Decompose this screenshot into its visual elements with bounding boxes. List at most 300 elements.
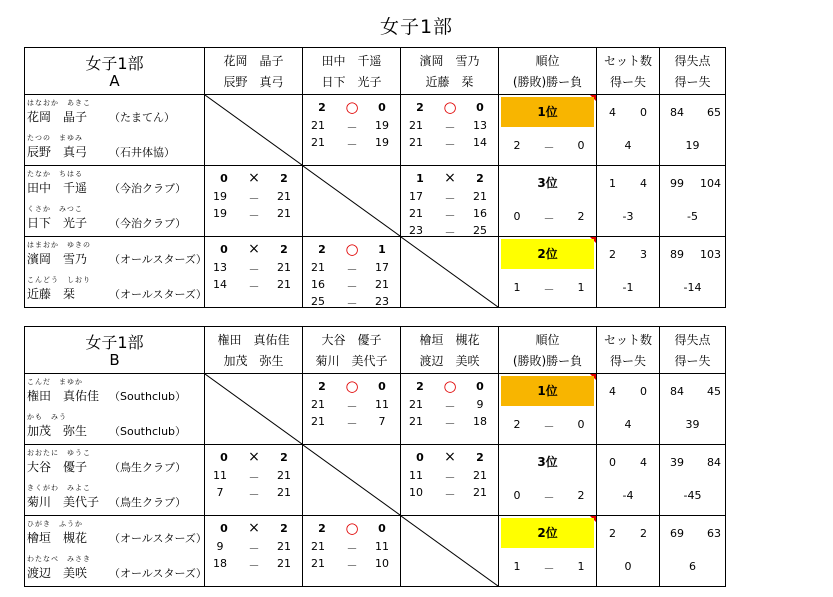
opponent-header xyxy=(401,327,499,374)
self-match-cell xyxy=(401,516,499,587)
group-name-cell xyxy=(25,48,205,95)
player2-reading: かも みう xyxy=(27,413,67,421)
set-score-for: 11 xyxy=(213,469,227,482)
set-header-line1: セット数 xyxy=(603,333,652,347)
points-for: 84 xyxy=(670,385,684,398)
rank-cell xyxy=(499,445,597,516)
match-losses: 0 xyxy=(476,101,484,114)
team-row xyxy=(25,516,726,587)
set-score xyxy=(303,295,400,309)
points-against: 103 xyxy=(700,248,721,261)
set-dash: － xyxy=(444,226,456,239)
sets-lost: 0 xyxy=(640,106,647,119)
set-score-for: 21 xyxy=(311,261,325,274)
set-score xyxy=(205,540,302,554)
match-wins: 2 xyxy=(318,380,326,393)
set-score-for: 17 xyxy=(409,190,423,203)
opponent-header-player1: 大谷 優子 xyxy=(321,333,382,347)
player1-club: （今治クラブ） xyxy=(109,182,187,195)
team-row xyxy=(25,95,726,166)
player1-name: 濱岡 雪乃 xyxy=(27,252,88,266)
points-cell xyxy=(660,237,726,308)
sets-cell xyxy=(597,95,660,166)
player2-reading: きくがわ みよこ xyxy=(27,484,91,492)
points-diff: -14 xyxy=(683,281,702,294)
set-score-for: 11 xyxy=(409,469,423,482)
set-score-for: 25 xyxy=(311,295,325,308)
self-match-cell xyxy=(303,445,401,516)
match-wins: 0 xyxy=(416,451,424,464)
match-cell xyxy=(205,445,303,516)
set-score-against: 21 xyxy=(473,190,487,203)
diagonal-line xyxy=(205,95,302,165)
set-score-against: 19 xyxy=(375,119,389,132)
sets-won: 2 xyxy=(609,527,616,540)
opponent-header xyxy=(303,48,401,95)
match-wins: 0 xyxy=(220,522,228,535)
match-wins: 2 xyxy=(318,522,326,535)
match-cell xyxy=(401,95,499,166)
rank-cell xyxy=(499,374,597,445)
match-result xyxy=(205,522,302,536)
set-score-for: 21 xyxy=(311,557,325,570)
set-score-against: 21 xyxy=(277,557,291,570)
set-score-for: 14 xyxy=(213,278,227,291)
set-score-against: 16 xyxy=(473,207,487,220)
set-dash: － xyxy=(248,471,260,484)
set-score xyxy=(303,398,400,412)
match-wins: 0 xyxy=(220,451,228,464)
player2-name: 近藤 栞 xyxy=(27,287,76,301)
points-cell xyxy=(660,516,726,587)
match-losses: 2 xyxy=(476,172,484,185)
sets-diff: 4 xyxy=(624,418,632,431)
team-cell xyxy=(25,166,205,237)
match-result xyxy=(401,172,498,186)
set-score-against: 21 xyxy=(277,278,291,291)
set-score-for: 16 xyxy=(311,278,325,291)
opponent-header-player2: 渡辺 美咲 xyxy=(419,354,480,368)
self-match-cell xyxy=(303,166,401,237)
opponent-header-player1: 濱岡 雪乃 xyxy=(419,54,480,68)
player2-reading: わたなべ みさき xyxy=(27,555,91,563)
match-cell xyxy=(205,516,303,587)
set-dash: － xyxy=(346,138,358,151)
sets-lost: 3 xyxy=(640,248,647,261)
set-score xyxy=(205,207,302,221)
set-dash: － xyxy=(346,559,358,572)
opponent-header-player1: 檜垣 槻花 xyxy=(419,333,480,347)
match-result xyxy=(303,240,400,258)
sets-diff: 0 xyxy=(624,560,632,573)
point-header-line2: 得ー失 xyxy=(674,75,711,89)
set-score xyxy=(401,398,498,412)
set-dash: － xyxy=(346,297,358,310)
rank-header xyxy=(499,327,597,374)
win-count: 1 xyxy=(513,281,521,294)
set-score-for: 21 xyxy=(409,119,423,132)
set-dash: － xyxy=(346,400,358,413)
self-match-cell xyxy=(205,95,303,166)
team-row xyxy=(25,166,726,237)
set-score-for: 13 xyxy=(213,261,227,274)
player2-club: （今治クラブ） xyxy=(109,217,187,230)
set-score-against: 21 xyxy=(277,540,291,553)
points-for: 84 xyxy=(670,106,684,119)
set-score xyxy=(205,557,302,571)
match-losses: 2 xyxy=(280,522,288,535)
match-result xyxy=(205,243,302,257)
points-for: 89 xyxy=(670,248,684,261)
loss-count: 0 xyxy=(577,418,585,431)
sets-won: 0 xyxy=(609,456,616,469)
set-header xyxy=(597,327,660,374)
set-score xyxy=(205,190,302,204)
sets-diff: -1 xyxy=(622,281,634,294)
sets-cell xyxy=(597,166,660,237)
win-count: 2 xyxy=(513,139,521,152)
set-dash: － xyxy=(346,542,358,555)
set-score-for: 21 xyxy=(311,119,325,132)
points-for: 99 xyxy=(670,177,684,190)
rank-cell xyxy=(499,95,597,166)
match-cell xyxy=(401,374,499,445)
set-dash: － xyxy=(346,121,358,134)
match-cell xyxy=(303,516,401,587)
player2-name: 加茂 弥生 xyxy=(27,424,88,438)
win-loss-dash: － xyxy=(543,212,555,225)
team-row xyxy=(25,445,726,516)
player1-reading: たなか ちはる xyxy=(27,170,83,178)
set-score-for: 7 xyxy=(216,486,224,499)
rank-badge: 2位 xyxy=(501,239,594,269)
set-dash: － xyxy=(248,559,260,572)
diagonal-line xyxy=(401,237,498,307)
match-result xyxy=(303,519,400,537)
rank-header-line1: 順位 xyxy=(535,333,560,347)
match-wins: 0 xyxy=(220,243,228,256)
win-loss-dash: － xyxy=(543,491,555,504)
sets-lost: 4 xyxy=(640,456,647,469)
set-header-line2: 得ー失 xyxy=(609,75,646,89)
player2-club: （石井体協） xyxy=(109,146,175,159)
set-score-for: 19 xyxy=(213,207,227,220)
player2-name: 日下 光子 xyxy=(27,216,88,230)
match-losses: 0 xyxy=(378,522,386,535)
sets-lost: 2 xyxy=(640,527,647,540)
set-header-line2: 得ー失 xyxy=(609,354,646,368)
set-dash: － xyxy=(248,192,260,205)
group-letter: B xyxy=(109,351,120,369)
match-result xyxy=(303,98,400,116)
match-losses: 0 xyxy=(378,380,386,393)
opponent-header xyxy=(401,48,499,95)
set-dash: － xyxy=(444,209,456,222)
sets-lost: 4 xyxy=(640,177,647,190)
opponent-header-player1: 権田 真佑佳 xyxy=(217,333,290,347)
team-row xyxy=(25,237,726,308)
point-header-line2: 得ー失 xyxy=(674,354,711,368)
player1-club: （たまてん） xyxy=(109,111,175,124)
match-cell xyxy=(303,237,401,308)
rank-badge: 2位 xyxy=(501,518,594,548)
set-score-for: 18 xyxy=(213,557,227,570)
set-dash: － xyxy=(248,542,260,555)
set-score xyxy=(401,190,498,204)
opponent-header-player1: 田中 千遥 xyxy=(321,54,382,68)
opponent-header-player2: 近藤 栞 xyxy=(425,75,474,89)
sets-won: 2 xyxy=(609,248,616,261)
match-losses: 0 xyxy=(476,380,484,393)
set-score-against: 14 xyxy=(473,136,487,149)
win-count: 1 xyxy=(513,560,521,573)
opponent-header xyxy=(205,327,303,374)
set-score-for: 21 xyxy=(311,398,325,411)
set-score-against: 19 xyxy=(375,136,389,149)
set-score-for: 21 xyxy=(311,540,325,553)
rank-header xyxy=(499,48,597,95)
match-cell xyxy=(303,374,401,445)
match-losses: 1 xyxy=(378,243,386,256)
set-score-for: 21 xyxy=(311,415,325,428)
self-match-cell xyxy=(205,374,303,445)
set-dash: － xyxy=(444,400,456,413)
win-circle-icon: ○ xyxy=(345,240,359,258)
sets-cell xyxy=(597,516,660,587)
player2-club: （オールスターズ） xyxy=(109,567,207,580)
set-score-for: 21 xyxy=(311,136,325,149)
set-score xyxy=(303,540,400,554)
player2-name: 渡辺 美咲 xyxy=(27,566,88,580)
set-score-against: 7 xyxy=(378,415,386,428)
rank-header-line2: (勝敗)勝ー負 xyxy=(512,75,583,89)
win-count: 0 xyxy=(513,489,521,502)
player2-reading: たつの まゆみ xyxy=(27,134,83,142)
set-score-against: 11 xyxy=(375,540,389,553)
set-dash: － xyxy=(346,263,358,276)
set-dash: － xyxy=(248,263,260,276)
win-circle-icon: ○ xyxy=(443,377,457,395)
set-score-for: 21 xyxy=(409,136,423,149)
team-cell xyxy=(25,237,205,308)
diagonal-line xyxy=(401,516,498,586)
player1-club: （鳥生クラブ） xyxy=(109,461,187,474)
player1-reading: はまおか ゆきの xyxy=(27,241,91,249)
set-score xyxy=(303,278,400,292)
rank-badge: 1位 xyxy=(501,376,594,406)
match-result xyxy=(303,377,400,395)
player1-club: （Southclub） xyxy=(109,390,187,403)
points-against: 65 xyxy=(707,106,721,119)
set-score-for: 21 xyxy=(409,398,423,411)
set-dash: － xyxy=(248,209,260,222)
group-b-table xyxy=(24,326,721,587)
set-score xyxy=(401,415,498,429)
team-cell xyxy=(25,516,205,587)
self-match-cell xyxy=(401,237,499,308)
set-score-against: 17 xyxy=(375,261,389,274)
match-losses: 2 xyxy=(280,172,288,185)
player2-reading: くさか みつこ xyxy=(27,205,83,213)
set-score-against: 21 xyxy=(473,469,487,482)
set-dash: － xyxy=(248,280,260,293)
match-result xyxy=(401,98,498,116)
opponent-header xyxy=(303,327,401,374)
set-score-against: 21 xyxy=(277,261,291,274)
point-header xyxy=(660,327,726,374)
player1-reading: おおたに ゆうこ xyxy=(27,449,91,457)
points-cell xyxy=(660,95,726,166)
match-losses: 0 xyxy=(378,101,386,114)
points-cell xyxy=(660,445,726,516)
sets-won: 4 xyxy=(609,385,616,398)
player2-club: （オールスターズ） xyxy=(109,288,207,301)
set-score-against: 10 xyxy=(375,557,389,570)
set-score xyxy=(303,136,400,150)
win-loss-dash: － xyxy=(543,141,555,154)
match-wins: 2 xyxy=(416,101,424,114)
win-count: 2 xyxy=(513,418,521,431)
set-dash: － xyxy=(444,192,456,205)
set-score xyxy=(401,469,498,483)
loss-cross-icon: × xyxy=(248,520,260,536)
sets-cell xyxy=(597,374,660,445)
group-letter: A xyxy=(109,72,120,90)
set-score-against: 21 xyxy=(277,469,291,482)
set-score-for: 10 xyxy=(409,486,423,499)
player2-club: （Southclub） xyxy=(109,425,187,438)
set-score xyxy=(303,261,400,275)
match-cell xyxy=(303,95,401,166)
player2-club: （鳥生クラブ） xyxy=(109,496,187,509)
set-score xyxy=(205,469,302,483)
player1-name: 大谷 優子 xyxy=(27,460,88,474)
diagonal-line xyxy=(303,166,400,236)
match-wins: 2 xyxy=(318,101,326,114)
set-dash: － xyxy=(444,471,456,484)
team-cell xyxy=(25,445,205,516)
set-score xyxy=(303,415,400,429)
player1-reading: こんだ まゆか xyxy=(27,378,83,386)
points-cell xyxy=(660,166,726,237)
match-wins: 0 xyxy=(220,172,228,185)
opponent-header-player2: 日下 光子 xyxy=(321,75,382,89)
loss-cross-icon: × xyxy=(444,170,456,186)
set-dash: － xyxy=(444,138,456,151)
rank-cell xyxy=(499,237,597,308)
diagonal-line xyxy=(303,445,400,515)
opponent-header xyxy=(205,48,303,95)
win-circle-icon: ○ xyxy=(345,98,359,116)
player2-name: 菊川 美代子 xyxy=(27,495,100,509)
player1-club: （オールスターズ） xyxy=(109,253,207,266)
set-score-against: 25 xyxy=(473,224,487,237)
team-cell xyxy=(25,95,205,166)
points-against: 45 xyxy=(707,385,721,398)
sets-cell xyxy=(597,445,660,516)
points-cell xyxy=(660,374,726,445)
rank-badge: 1位 xyxy=(501,97,594,127)
opponent-header-player1: 花岡 晶子 xyxy=(223,54,284,68)
sets-won: 4 xyxy=(609,106,616,119)
set-score-against: 21 xyxy=(375,278,389,291)
opponent-header-player2: 菊川 美代子 xyxy=(315,354,388,368)
loss-count: 2 xyxy=(577,489,585,502)
win-loss-dash: － xyxy=(543,420,555,433)
group-name-cell xyxy=(25,327,205,374)
match-cell xyxy=(401,445,499,516)
match-result xyxy=(401,451,498,465)
set-score xyxy=(205,278,302,292)
loss-count: 2 xyxy=(577,210,585,223)
set-score xyxy=(303,119,400,133)
point-header-line1: 得失点 xyxy=(674,54,711,68)
set-score xyxy=(401,486,498,500)
player2-reading: こんどう しおり xyxy=(27,276,91,284)
sets-diff: -4 xyxy=(622,489,634,502)
set-score-against: 18 xyxy=(473,415,487,428)
set-score-for: 23 xyxy=(409,224,423,237)
set-score-against: 9 xyxy=(476,398,484,411)
set-header-line1: セット数 xyxy=(603,54,652,68)
opponent-header-player2: 辰野 真弓 xyxy=(223,75,284,89)
rank-badge: 3位 xyxy=(537,176,558,190)
group-name: 女子1部 xyxy=(85,54,144,73)
set-score-against: 21 xyxy=(277,190,291,203)
player2-name: 辰野 真弓 xyxy=(27,145,88,159)
sets-won: 1 xyxy=(609,177,616,190)
match-wins: 2 xyxy=(416,380,424,393)
set-score-against: 23 xyxy=(375,295,389,308)
match-cell xyxy=(401,166,499,237)
set-score-against: 21 xyxy=(277,486,291,499)
loss-cross-icon: × xyxy=(444,449,456,465)
win-circle-icon: ○ xyxy=(345,377,359,395)
win-loss-dash: － xyxy=(543,562,555,575)
set-dash: － xyxy=(248,488,260,501)
player1-reading: ひがき ふうか xyxy=(27,520,83,528)
match-cell xyxy=(205,237,303,308)
points-against: 63 xyxy=(707,527,721,540)
match-wins: 2 xyxy=(318,243,326,256)
page-title: 女子1部 xyxy=(379,16,454,38)
points-against: 104 xyxy=(700,177,721,190)
rank-header-line2: (勝敗)勝ー負 xyxy=(512,354,583,368)
points-diff: -45 xyxy=(683,489,702,502)
player1-name: 権田 真佑佳 xyxy=(27,389,100,403)
rank-badge: 3位 xyxy=(537,455,558,469)
point-header xyxy=(660,48,726,95)
set-dash: － xyxy=(444,121,456,134)
set-dash: － xyxy=(444,417,456,430)
loss-cross-icon: × xyxy=(248,170,260,186)
points-diff: 19 xyxy=(685,139,700,152)
points-against: 84 xyxy=(707,456,721,469)
loss-count: 1 xyxy=(577,281,585,294)
team-cell xyxy=(25,374,205,445)
match-losses: 2 xyxy=(280,243,288,256)
player1-name: 田中 千遥 xyxy=(27,181,88,195)
rank-cell xyxy=(499,516,597,587)
sets-lost: 0 xyxy=(640,385,647,398)
points-for: 39 xyxy=(670,456,684,469)
set-score-for: 21 xyxy=(409,207,423,220)
player1-reading: はなおか あきこ xyxy=(27,99,91,107)
diagonal-line xyxy=(205,374,302,444)
set-dash: － xyxy=(444,488,456,501)
match-cell xyxy=(205,166,303,237)
win-loss-dash: － xyxy=(543,283,555,296)
